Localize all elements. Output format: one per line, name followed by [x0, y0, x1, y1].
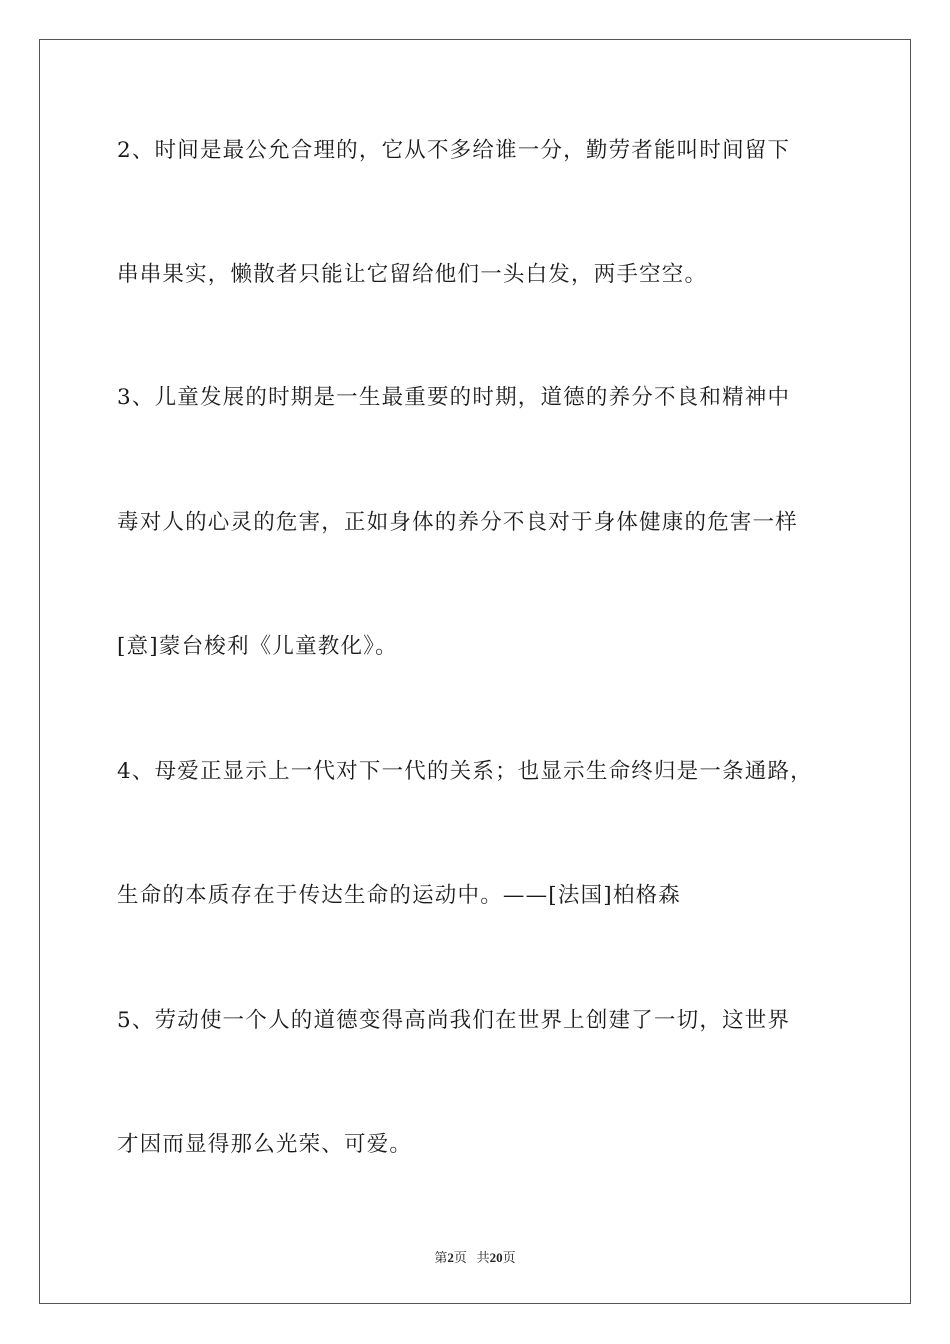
text-line: [意]蒙台梭利《儿童教化》。 — [117, 634, 398, 659]
total-suffix: 页 — [502, 1250, 516, 1265]
text-line: 毒对人的心灵的危害，正如身体的养分不良对于身体健康的危害一样 — [117, 510, 799, 535]
text-line: 4、母爱正显示上一代对下一代的关系；也显示生命终归是一条通路， — [117, 759, 813, 784]
page-suffix: 页 — [453, 1250, 467, 1265]
page-footer — [0, 1247, 950, 1266]
total-pages: 20 — [489, 1250, 503, 1265]
page-number: 2 — [447, 1250, 454, 1265]
text-line: 3、儿童发展的时期是一生最重要的时期，道德的养分不良和精神中 — [117, 385, 791, 410]
text-line: 串串果实，懒散者只能让它留给他们一头白发，两手空空。 — [117, 262, 708, 287]
total-prefix: 共 — [476, 1250, 490, 1265]
page-border — [39, 39, 911, 1304]
text-line: 生命的本质存在于传达生命的运动中。——[法国]柏格森 — [117, 883, 681, 908]
text-line: 2、时间是最公允合理的，它从不多给谁一分，勤劳者能叫时间留下 — [117, 138, 791, 163]
text-line: 5、劳动使一个人的道德变得高尚我们在世界上创建了一切，这世界 — [117, 1008, 791, 1033]
text-line: 才因而显得那么光荣、可爱。 — [117, 1132, 413, 1157]
page-prefix: 第 — [434, 1250, 448, 1265]
